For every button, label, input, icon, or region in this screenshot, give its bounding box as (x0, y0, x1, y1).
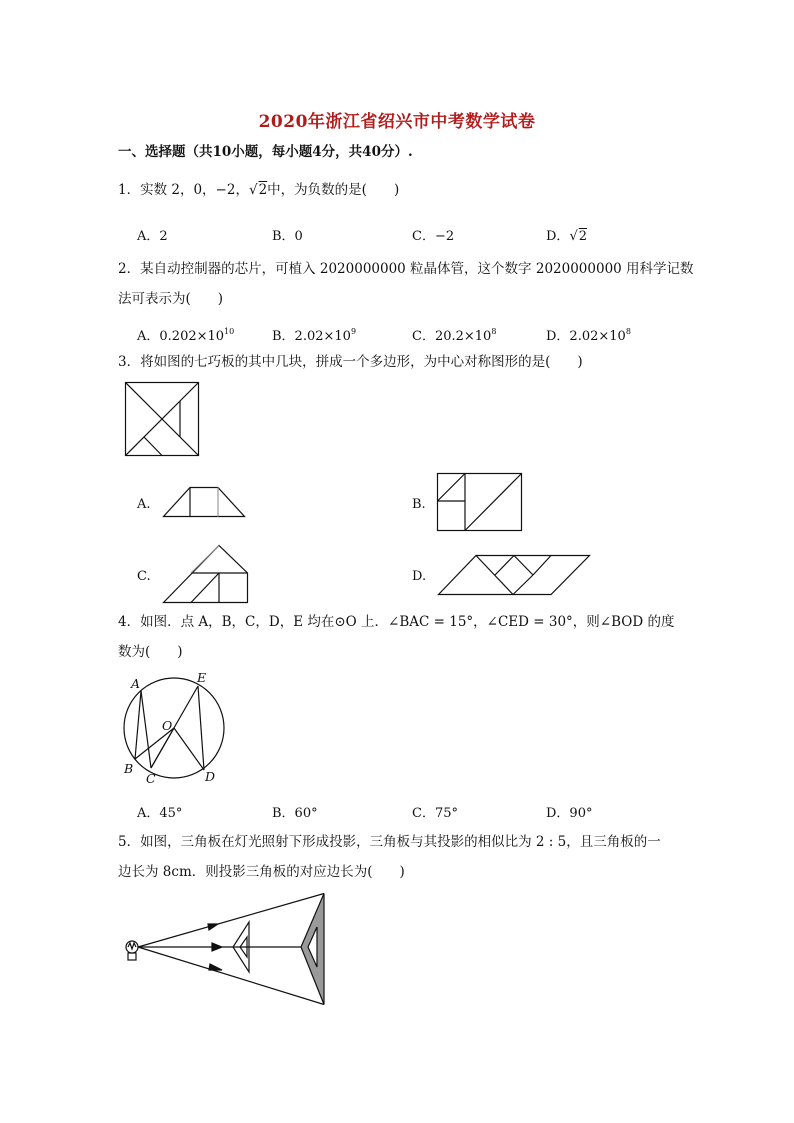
q2-option-d-exp: 8 (625, 327, 631, 336)
page-title: 2020年浙江省绍兴市中考数学试卷 (258, 112, 536, 132)
chord-ce (151, 686, 198, 768)
q2-option-c-exp: 8 (491, 327, 497, 336)
q3-option-d-label: D. (412, 569, 427, 584)
section-heading: 一、选择题（共10小题，每小题4分，共40分）. (118, 144, 413, 160)
question-3-stem: 3．将如图的七巧板的其中几块，拼成一个多边形，为中心对称图形的是( ) (118, 354, 583, 370)
q3-option-b-figure (437, 473, 523, 531)
q4-option-b: B．60° (272, 806, 318, 821)
corner-triangle-edge (438, 474, 466, 502)
q2-option-b-base: B．2.02×10 (272, 329, 351, 344)
q2-option-c (412, 325, 496, 344)
inner-line-4 (513, 575, 533, 595)
q2-option-a-exp: 10 (224, 327, 235, 336)
q1-option-d-sqrt-value: 2 (578, 229, 588, 244)
q3-option-a-label: A. (137, 497, 151, 512)
lamp-base (128, 953, 136, 960)
chord-ac (141, 691, 151, 768)
question-1-sqrt-value: 2 (258, 182, 268, 198)
q2-option-c-base: C．20.2×10 (412, 329, 492, 344)
tangram-inner-slant-left (144, 437, 162, 456)
ray-bottom-arrow (209, 964, 222, 970)
lamp-icon (126, 941, 138, 953)
tangram-inner-slant-mid (162, 419, 180, 437)
q1-option-d-prefix: D． (546, 229, 570, 244)
q2-option-d-base: D．2.02×10 (546, 329, 626, 344)
tangram-figure (125, 382, 200, 457)
projection-figure (122, 893, 332, 1005)
q1-option-d (546, 225, 587, 244)
q1-option-c: C．−2 (412, 229, 455, 244)
q2-option-b (272, 325, 356, 344)
question-5-line-1: 5．如图，三角板在灯光照射下形成投影，三角板与其投影的相似比为 2 : 5，且三角板的一 (118, 834, 661, 850)
point-label-c: C (146, 771, 156, 786)
large-triangle-edge (465, 474, 522, 531)
point-label-e: E (197, 670, 207, 685)
parallelogram-outline (439, 556, 590, 595)
rectangle-outline (438, 474, 522, 531)
tangram-diagonal-left (126, 383, 163, 420)
q2-option-a-base: A．0.202×10 (137, 329, 225, 344)
inner-slant (191, 573, 219, 603)
q1-option-b: B．0 (272, 229, 303, 244)
point-label-d: D (205, 769, 216, 784)
question-5-line-2: 边长为 8cm．则投影三角板的对应边长为( ) (118, 864, 405, 880)
sqrt-symbol: √ (569, 229, 578, 244)
q3-option-d-figure (438, 555, 590, 595)
chord-ab (135, 691, 141, 759)
ray-bottom (138, 947, 324, 1005)
point-label-b: B (124, 761, 134, 776)
inner-line-1 (476, 556, 513, 595)
q1-option-a: A．2 (137, 229, 168, 244)
ray-top (138, 894, 324, 948)
question-4-line-1: 4．如图．点 A，B，C，D，E 均在⊙O 上．∠BAC = 15°，∠CED = 30°，则∠BOD 的度 (118, 614, 675, 630)
trapezoid-outline (164, 488, 245, 517)
question-1-stem (118, 182, 399, 198)
segment-od (174, 728, 204, 770)
q3-option-c-figure (163, 545, 249, 603)
question-2-line-1: 2．某自动控制器的芯片，可植入 2020000000 粒晶体管，这个数字 2020000000 用科学记数 (118, 261, 694, 277)
question-1-text-b: 中，为负数的是( ) (267, 182, 400, 198)
q4-option-c: C．75° (412, 806, 458, 821)
question-1-text-a: 1．实数 2，0，−2， (118, 182, 249, 198)
lamp-filament (128, 943, 136, 949)
upper-slant (191, 546, 219, 574)
point-label-a: A (131, 676, 141, 691)
q2-option-d (546, 325, 631, 344)
chord-ed (198, 686, 204, 770)
inner-line-2 (495, 556, 514, 576)
tangram-inner-slant-right (180, 437, 199, 456)
ray-middle-arrow (212, 943, 222, 951)
circle-figure (118, 670, 233, 785)
q3-option-a-figure (163, 487, 245, 517)
q3-option-b-label: B. (412, 497, 426, 512)
pentagon-outline (164, 546, 248, 603)
q2-option-a (137, 325, 234, 344)
q4-option-a: A．45° (137, 806, 183, 821)
inner-line-5 (533, 556, 551, 576)
point-label-o: O (162, 718, 173, 733)
ray-top-arrow (208, 924, 218, 930)
question-4-line-2: 数为( ) (118, 644, 183, 660)
q4-option-d: D．90° (546, 806, 593, 821)
sqrt-symbol: √ (248, 182, 258, 198)
q2-option-b-exp: 9 (350, 327, 357, 336)
q3-option-c-label: C. (137, 569, 151, 584)
inner-line-3 (514, 556, 533, 576)
question-2-line-2: 法可表示为( ) (118, 291, 224, 307)
